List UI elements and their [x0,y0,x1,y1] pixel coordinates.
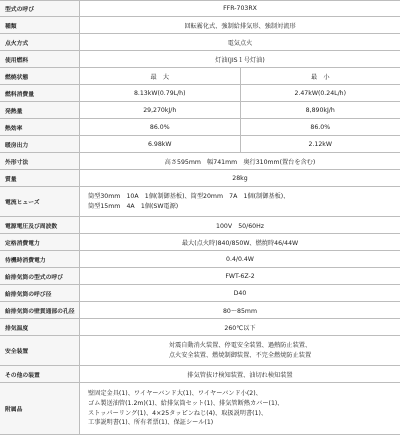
spec-value: 80～85mm [80,302,400,318]
spec-value-min: 8,890kJ/h [240,102,400,118]
spec-value-line: 壁固定金具(1)、ワイヤーバンド大(1)、ワイヤーバンド小(2)、 [88,389,400,399]
spec-row [0,170,400,187]
spec-row [0,251,400,268]
spec-value: 最大(点火時)840/850W、燃焼時46/44W [80,234,400,250]
spec-label: 種類 [0,17,80,33]
spec-value-max: 最 大 [80,68,240,84]
spec-value-line: ストッパーリング(1)、4×25タッピンねじ(4)、取扱説明書(1)、 [88,409,400,419]
spec-label: 排気温度 [0,319,80,335]
spec-row [0,136,400,153]
spec-row [0,217,400,234]
spec-label: 外形寸法 [0,153,80,169]
spec-value-min: 86.0% [240,119,400,135]
spec-row [0,119,400,136]
spec-row [0,51,400,68]
spec-label: 熱効率 [0,119,80,135]
spec-row [0,34,400,51]
spec-value-line: 筒型30mm 10A 1個(制御基板)、筒型20mm 7A 1個(制御基板)、 [88,192,400,202]
spec-row [0,0,400,17]
spec-value: 28kg [80,170,400,186]
spec-value-line: 筒型15mm 4A 1個(SW電源) [88,202,400,212]
spec-label: 点火方式 [0,34,80,50]
spec-value-min: 2.47kW(0.24L/h) [240,85,400,101]
spec-row [0,187,400,217]
spec-label: 安全装置 [0,336,80,365]
spec-row [0,383,400,435]
spec-split [80,119,400,135]
spec-value-min: 最 小 [240,68,400,84]
spec-value-line: 工事説明書(1)、所有者票(1)、保証シール(1) [88,418,400,428]
spec-value-max: 86.0% [80,119,240,135]
spec-value-min: 2.12kW [240,136,400,152]
spec-label: 給排気筒の呼び径 [0,285,80,301]
spec-row [0,17,400,34]
spec-value-line: ゴム製送油管(1.2m)(1)、給排気筒セット(1)、排気管断熱カバー(1)、 [88,399,400,409]
spec-value: 0.4/0.4W [80,251,400,267]
spec-value: FWT-6Z-2 [80,268,400,284]
spec-row [0,366,400,383]
spec-row [0,102,400,119]
spec-value: 100V 50/60Hz [80,217,400,233]
spec-value-line: 対震自動消火装置、停電安全装置、過熱防止装置、 [169,341,311,351]
spec-row [0,268,400,285]
spec-label: 定格消費電力 [0,234,80,250]
spec-value-max: 8.13kW(0.79L/h) [80,85,240,101]
spec-value-multiline [80,383,400,434]
spec-value-multiline [80,336,400,365]
spec-value: 電気点火 [80,34,400,50]
spec-row [0,234,400,251]
spec-value: 回転霧化式、強制給排気形、強制対流形 [80,17,400,33]
spec-label: 給排気筒の型式の呼び [0,268,80,284]
spec-row [0,302,400,319]
spec-value: FFR-703RX [80,1,400,16]
spec-value: D40 [80,285,400,301]
spec-value: 灯油(JIS１号灯油) [80,51,400,67]
spec-value-max: 29,270kJ/h [80,102,240,118]
spec-split [80,102,400,118]
spec-value-multiline [80,187,400,216]
spec-label: 燃料消費量 [0,85,80,101]
spec-label: 使用燃料 [0,51,80,67]
spec-value: 高さ595mm 幅741mm 奥行310mm(置台を含む) [80,153,400,169]
spec-value: 260℃以下 [80,319,400,335]
spec-row [0,319,400,336]
spec-row [0,85,400,102]
spec-label: 附属品 [0,383,80,434]
spec-label: 発熱量 [0,102,80,118]
spec-split [80,85,400,101]
spec-label: 待機時消費電力 [0,251,80,267]
spec-label: 型式の呼び [0,1,80,16]
spec-row [0,153,400,170]
spec-label: 燃焼状態 [0,68,80,84]
spec-label: 電源電圧及び周波数 [0,217,80,233]
spec-split [80,68,400,84]
spec-value-line: 点火安全装置、燃焼制御装置、不完全燃焼防止装置 [169,351,311,361]
spec-label: 暖房出力 [0,136,80,152]
spec-label: 電流ヒューズ [0,187,80,216]
spec-split [80,136,400,152]
spec-value-max: 6.98kW [80,136,240,152]
spec-value: 排気管抜け検知装置、油切れ検知装置 [80,366,400,382]
spec-label: 給排気筒の壁貫通部の孔径 [0,302,80,318]
spec-row [0,285,400,302]
spec-label: 質量 [0,170,80,186]
spec-row [0,68,400,85]
spec-label: その他の装置 [0,366,80,382]
spec-row [0,336,400,366]
